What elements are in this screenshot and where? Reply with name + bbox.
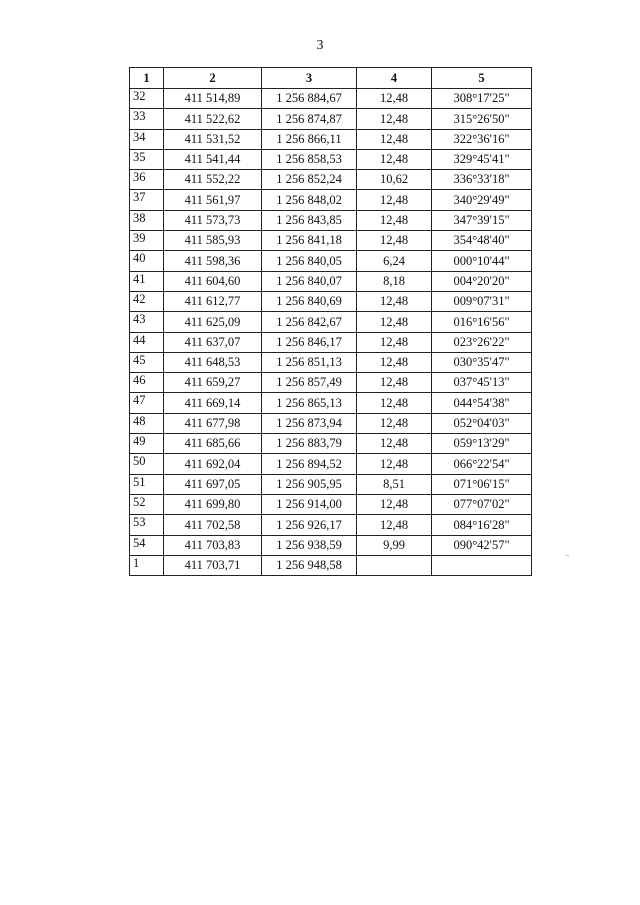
x-coordinate-cell: 411 625,09 xyxy=(164,312,262,332)
point-number-cell: 45 xyxy=(130,352,164,372)
direction-angle-cell: 090°42'57" xyxy=(432,535,532,555)
table-row xyxy=(130,393,532,413)
x-coordinate-cell: 411 598,36 xyxy=(164,251,262,271)
distance-cell: 8,51 xyxy=(357,474,432,494)
y-coordinate-cell: 1 256 843,85 xyxy=(262,210,357,230)
direction-angle-cell: 071°06'15" xyxy=(432,474,532,494)
point-number-cell: 37 xyxy=(130,190,164,210)
scan-mark xyxy=(566,555,569,556)
table-row xyxy=(130,170,532,190)
direction-angle-cell: 016°16'56" xyxy=(432,312,532,332)
table-row xyxy=(130,312,532,332)
x-coordinate-cell: 411 561,97 xyxy=(164,190,262,210)
x-coordinate-cell: 411 648,53 xyxy=(164,352,262,372)
table-row xyxy=(130,535,532,555)
distance-cell: 12,48 xyxy=(357,231,432,251)
point-number-cell: 48 xyxy=(130,413,164,433)
coordinates-table xyxy=(129,67,532,576)
point-number-cell: 40 xyxy=(130,251,164,271)
table-row xyxy=(130,129,532,149)
y-coordinate-cell: 1 256 865,13 xyxy=(262,393,357,413)
x-coordinate-cell: 411 669,14 xyxy=(164,393,262,413)
y-coordinate-cell: 1 256 840,05 xyxy=(262,251,357,271)
point-number-cell: 53 xyxy=(130,515,164,535)
direction-angle-cell: 077°07'02" xyxy=(432,494,532,514)
point-number-cell: 36 xyxy=(130,170,164,190)
x-coordinate-cell: 411 697,05 xyxy=(164,474,262,494)
y-coordinate-cell: 1 256 840,07 xyxy=(262,271,357,291)
table-row xyxy=(130,454,532,474)
y-coordinate-cell: 1 256 848,02 xyxy=(262,190,357,210)
y-coordinate-cell: 1 256 874,87 xyxy=(262,109,357,129)
distance-cell: 9,99 xyxy=(357,535,432,555)
distance-cell: 12,48 xyxy=(357,352,432,372)
x-coordinate-cell: 411 692,04 xyxy=(164,454,262,474)
point-number-cell: 35 xyxy=(130,149,164,169)
y-coordinate-cell: 1 256 884,67 xyxy=(262,89,357,109)
direction-angle-cell: 084°16'28" xyxy=(432,515,532,535)
y-coordinate-cell: 1 256 883,79 xyxy=(262,434,357,454)
direction-angle-cell: 347°39'15" xyxy=(432,210,532,230)
y-coordinate-cell: 1 256 842,67 xyxy=(262,312,357,332)
y-coordinate-cell: 1 256 905,95 xyxy=(262,474,357,494)
y-coordinate-cell: 1 256 914,00 xyxy=(262,494,357,514)
x-coordinate-cell: 411 552,22 xyxy=(164,170,262,190)
point-number-cell: 52 xyxy=(130,494,164,514)
table-row xyxy=(130,434,532,454)
distance-cell: 12,48 xyxy=(357,393,432,413)
y-coordinate-cell: 1 256 857,49 xyxy=(262,373,357,393)
table-row xyxy=(130,373,532,393)
direction-angle-cell: 329°45'41" xyxy=(432,149,532,169)
table-row xyxy=(130,149,532,169)
point-number-cell: 39 xyxy=(130,231,164,251)
x-coordinate-cell: 411 703,71 xyxy=(164,555,262,575)
x-coordinate-cell: 411 685,66 xyxy=(164,434,262,454)
x-coordinate-cell: 411 514,89 xyxy=(164,89,262,109)
point-number-cell: 43 xyxy=(130,312,164,332)
direction-angle-cell: 336°33'18" xyxy=(432,170,532,190)
distance-cell: 12,48 xyxy=(357,454,432,474)
y-coordinate-cell: 1 256 846,17 xyxy=(262,332,357,352)
distance-cell: 12,48 xyxy=(357,190,432,210)
y-coordinate-cell: 1 256 894,52 xyxy=(262,454,357,474)
point-number-cell: 42 xyxy=(130,291,164,311)
distance-cell: 12,48 xyxy=(357,373,432,393)
distance-cell: 8,18 xyxy=(357,271,432,291)
direction-angle-cell: 023°26'22" xyxy=(432,332,532,352)
distance-cell: 12,48 xyxy=(357,291,432,311)
x-coordinate-cell: 411 703,83 xyxy=(164,535,262,555)
table-row xyxy=(130,413,532,433)
table-row xyxy=(130,190,532,210)
table-header-row xyxy=(130,68,532,89)
x-coordinate-cell: 411 541,44 xyxy=(164,149,262,169)
distance-cell: 12,48 xyxy=(357,109,432,129)
x-coordinate-cell: 411 702,58 xyxy=(164,515,262,535)
column-header: 5 xyxy=(432,68,532,89)
distance-cell: 12,48 xyxy=(357,129,432,149)
x-coordinate-cell: 411 659,27 xyxy=(164,373,262,393)
distance-cell: 12,48 xyxy=(357,149,432,169)
y-coordinate-cell: 1 256 866,11 xyxy=(262,129,357,149)
table-row xyxy=(130,332,532,352)
x-coordinate-cell: 411 612,77 xyxy=(164,291,262,311)
direction-angle-cell: 052°04'03" xyxy=(432,413,532,433)
direction-angle-cell: 009°07'31" xyxy=(432,291,532,311)
distance-cell: 12,48 xyxy=(357,210,432,230)
x-coordinate-cell: 411 604,60 xyxy=(164,271,262,291)
direction-angle-cell: 354°48'40" xyxy=(432,231,532,251)
x-coordinate-cell: 411 585,93 xyxy=(164,231,262,251)
direction-angle-cell: 059°13'29" xyxy=(432,434,532,454)
direction-angle-cell xyxy=(432,555,532,575)
table-row xyxy=(130,474,532,494)
direction-angle-cell: 037°45'13" xyxy=(432,373,532,393)
table-body xyxy=(130,89,532,576)
table-row xyxy=(130,291,532,311)
direction-angle-cell: 030°35'47" xyxy=(432,352,532,372)
direction-angle-cell: 340°29'49" xyxy=(432,190,532,210)
point-number-cell: 38 xyxy=(130,210,164,230)
column-header: 1 xyxy=(130,68,164,89)
table-row xyxy=(130,352,532,372)
table-row xyxy=(130,251,532,271)
y-coordinate-cell: 1 256 873,94 xyxy=(262,413,357,433)
x-coordinate-cell: 411 699,80 xyxy=(164,494,262,514)
y-coordinate-cell: 1 256 858,53 xyxy=(262,149,357,169)
point-number-cell: 51 xyxy=(130,474,164,494)
direction-angle-cell: 315°26'50" xyxy=(432,109,532,129)
point-number-cell: 33 xyxy=(130,109,164,129)
distance-cell: 6,24 xyxy=(357,251,432,271)
point-number-cell: 41 xyxy=(130,271,164,291)
y-coordinate-cell: 1 256 852,24 xyxy=(262,170,357,190)
y-coordinate-cell: 1 256 840,69 xyxy=(262,291,357,311)
x-coordinate-cell: 411 531,52 xyxy=(164,129,262,149)
column-header: 3 xyxy=(262,68,357,89)
point-number-cell: 32 xyxy=(130,89,164,109)
point-number-cell: 34 xyxy=(130,129,164,149)
table-row xyxy=(130,515,532,535)
distance-cell: 12,48 xyxy=(357,515,432,535)
table-row xyxy=(130,494,532,514)
point-number-cell: 46 xyxy=(130,373,164,393)
distance-cell: 12,48 xyxy=(357,332,432,352)
distance-cell: 12,48 xyxy=(357,89,432,109)
direction-angle-cell: 308°17'25" xyxy=(432,89,532,109)
y-coordinate-cell: 1 256 926,17 xyxy=(262,515,357,535)
page-number: 3 xyxy=(316,38,324,53)
direction-angle-cell: 000°10'44" xyxy=(432,251,532,271)
distance-cell: 12,48 xyxy=(357,413,432,433)
table-row xyxy=(130,555,532,575)
y-coordinate-cell: 1 256 851,13 xyxy=(262,352,357,372)
direction-angle-cell: 322°36'16" xyxy=(432,129,532,149)
direction-angle-cell: 066°22'54" xyxy=(432,454,532,474)
direction-angle-cell: 004°20'20" xyxy=(432,271,532,291)
y-coordinate-cell: 1 256 841,18 xyxy=(262,231,357,251)
x-coordinate-cell: 411 677,98 xyxy=(164,413,262,433)
table-row xyxy=(130,89,532,109)
column-header: 2 xyxy=(164,68,262,89)
point-number-cell: 44 xyxy=(130,332,164,352)
distance-cell xyxy=(357,555,432,575)
x-coordinate-cell: 411 637,07 xyxy=(164,332,262,352)
point-number-cell: 54 xyxy=(130,535,164,555)
point-number-cell: 1 xyxy=(130,555,164,575)
table-row xyxy=(130,210,532,230)
table-row xyxy=(130,231,532,251)
distance-cell: 10,62 xyxy=(357,170,432,190)
distance-cell: 12,48 xyxy=(357,312,432,332)
point-number-cell: 49 xyxy=(130,434,164,454)
y-coordinate-cell: 1 256 938,59 xyxy=(262,535,357,555)
y-coordinate-cell: 1 256 948,58 xyxy=(262,555,357,575)
point-number-cell: 50 xyxy=(130,454,164,474)
point-number-cell: 47 xyxy=(130,393,164,413)
distance-cell: 12,48 xyxy=(357,434,432,454)
x-coordinate-cell: 411 573,73 xyxy=(164,210,262,230)
table-row xyxy=(130,271,532,291)
table-row xyxy=(130,109,532,129)
direction-angle-cell: 044°54'38" xyxy=(432,393,532,413)
x-coordinate-cell: 411 522,62 xyxy=(164,109,262,129)
distance-cell: 12,48 xyxy=(357,494,432,514)
column-header: 4 xyxy=(357,68,432,89)
